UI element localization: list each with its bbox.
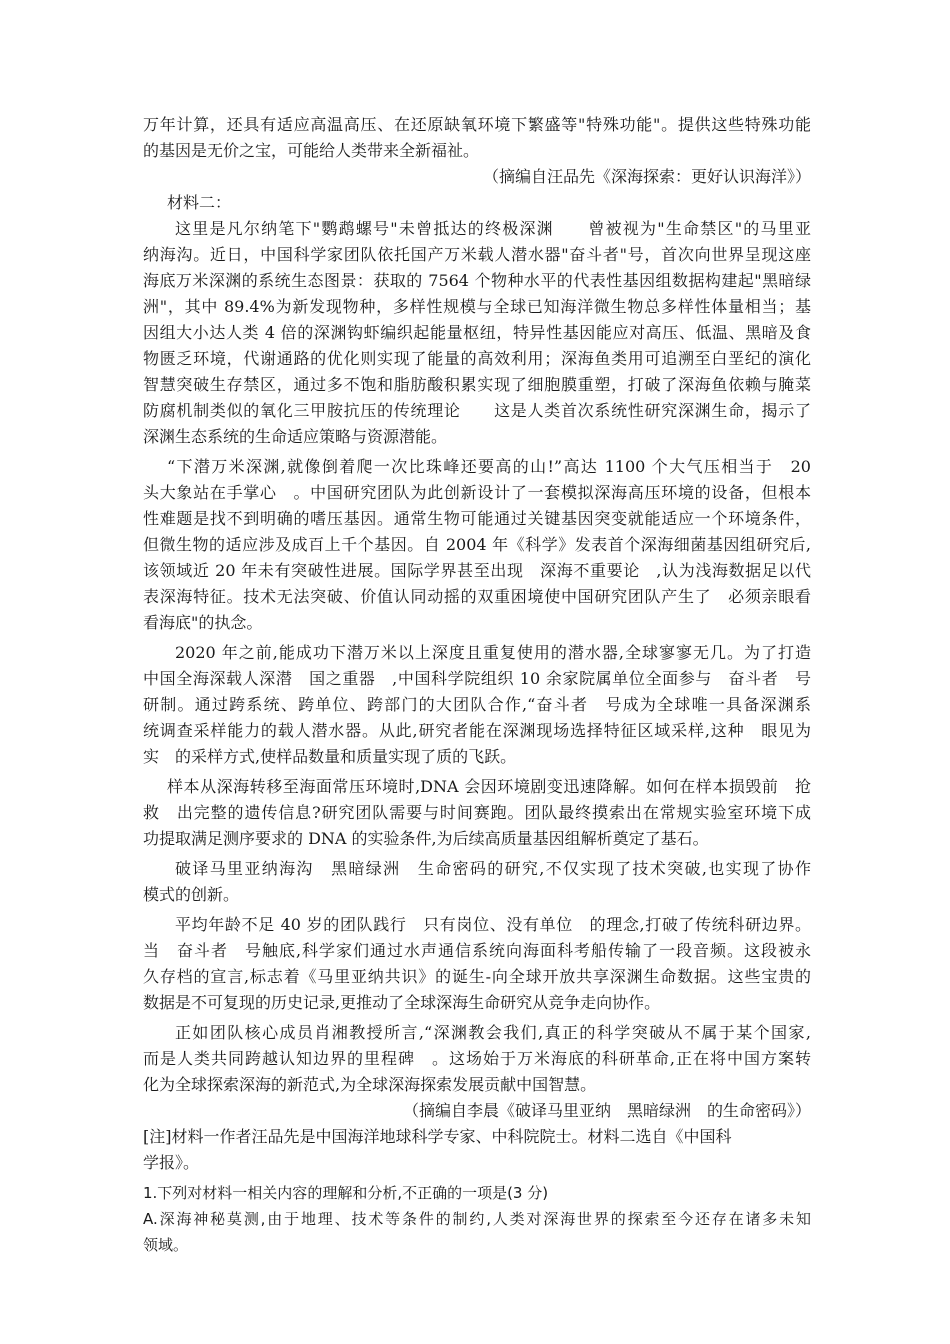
source-citation: （摘编自李晨《破译马里亚纳 黑暗绿洲 的生命密码》） — [402, 1101, 811, 1120]
text-line: “下潜万米深渊,就像倒着爬一次比珠峰还要高的山!”高达 1100 个大气压相当于 20 — [167, 457, 811, 476]
text-line: 数据是不可复现的历史记录,更推动了全球深海生命研究从竞争走向协作。 — [143, 993, 661, 1012]
note-line: [注]材料一作者汪品先是中国海洋地球科学专家、中科院院士。材料二选自《中国科 — [143, 1127, 732, 1146]
text-line: 破译马里亚纳海沟 黑暗绿洲 生命密码的研究,不仅实现了技术突破,也实现了协作 — [175, 859, 811, 878]
section-heading: 材料二： — [167, 193, 232, 212]
option-a-continued: 领域。 — [143, 1236, 189, 1254]
text-line: 头大象站在手掌心 。中国研究团队为此创新设计了一套模拟深海高压环境的设备，但根本 — [143, 483, 811, 502]
paragraph — [143, 640, 811, 770]
text-line: 久存档的宣言,标志着《马里亚纳共识》的诞生-向全球开放共享深渊生命数据。这些宝贵的 — [143, 967, 811, 986]
paragraph — [143, 454, 811, 636]
question-stem: 1.下列对材料一相关内容的理解和分析,不正确的一项是(3 分) — [143, 1184, 549, 1202]
note-line: 学报》。 — [143, 1153, 200, 1172]
paragraph — [143, 856, 811, 908]
text-line: 统调查采样能力的载人潜水器。从此,研究者能在深渊现场选择特征区域采样,这种 眼见为 — [143, 721, 811, 740]
text-line: 物匮乏环境，代谢通路的优化则实现了能量的高效利用；深海鱼类用可追溯至白垩纪的演化 — [143, 349, 811, 368]
paragraph — [143, 216, 811, 450]
text-line: 该领域近 20 年未有突破性进展。国际学界甚至出现 深海不重要论 ,认为浅海数据足以代 — [143, 561, 811, 580]
option-a: A.深海神秘莫测,由于地理、技术等条件的制约,人类对深海世界的探索至今还存在诸多未知 — [143, 1210, 811, 1228]
text-line: 因组大小达人类 4 倍的深渊钩虾编织起能量枢纽，特异性基因能应对高压、低温、黑暗及食 — [143, 323, 811, 342]
document-page — [143, 112, 811, 1258]
text-line: 这里是凡尔纳笔下"鹦鹉螺号"未曾抵达的终极深渊 曾被视为"生命禁区"的马里亚 — [175, 219, 811, 238]
paragraph-intro — [143, 112, 811, 190]
text-line: 深渊生态系统的生命适应策略与资源潜能。 — [143, 427, 448, 446]
text-line: 表深海特征。技术无法突破、价值认同动摇的双重困境使中国研究团队产生了 必须亲眼看 — [143, 587, 811, 606]
text-line: 看海底"的执念。 — [143, 613, 263, 632]
paragraph — [143, 1020, 811, 1124]
text-line: 化为全球探索深海的新范式,为全球深海探索发展贡献中国智慧。 — [143, 1075, 597, 1094]
source-citation: （摘编自汪品先《深海探索：更好认识海洋》） — [482, 167, 811, 186]
text-line: 但微生物的适应涉及成百上千个基因。自 2004 年《科学》发表首个深海细菌基因组研究后, — [143, 535, 811, 554]
text-line: 正如团队核心成员肖湘教授所言,“深渊教会我们,真正的科学突破从不属于某个国家, — [175, 1023, 811, 1042]
text-line: 平均年龄不足 40 岁的团队践行 只有岗位、没有单位 的理念,打破了传统科研边界。 — [175, 915, 811, 934]
text-line: 功提取满足测序要求的 DNA 的实验条件,为后续高质量基因组解析奠定了基石。 — [143, 829, 709, 848]
text-line: 实 的采样方式,使样品数量和质量实现了质的飞跃。 — [143, 747, 517, 766]
text-line: 防腐机制类似的氧化三甲胺抗压的传统理论 这是人类首次系统性研究深渊生命，揭示了 — [143, 401, 811, 420]
text-line: 的基因是无价之宝，可能给人类带来全新福祉。 — [143, 141, 480, 160]
text-line: 2020 年之前,能成功下潜万米以上深度且重复使用的潜水器,全球寥寥无几。为了打造 — [175, 643, 811, 662]
text-line: 中国全海深载人深潜 国之重器 ,中国科学院组织 10 余家院属单位全面参与 奋斗者 号 — [143, 669, 811, 688]
text-line: 海底万米深渊的系统生态图景：获取的 7564 个物种水平的代表性基因组数据构建起"黑暗绿 — [143, 271, 811, 290]
text-line: 救 出完整的遗传信息?研究团队需要与时间赛跑。团队最终摸索出在常规实验室环境下成 — [143, 803, 811, 822]
text-line: 模式的创新。 — [143, 885, 240, 904]
paragraph — [143, 912, 811, 1016]
text-line: 当 奋斗者 号触底,科学家们通过水声通信系统向海面科考船传输了一段音频。这段被永 — [143, 941, 811, 960]
text-line: 智慧突破生存禁区，通过多不饱和脂肪酸积累实现了细胞膜重塑，打破了深海鱼依赖与腌菜 — [143, 375, 811, 394]
note — [143, 1124, 811, 1176]
text-line: 样本从深海转移至海面常压环境时,DNA 会因环境剧变迅速降解。如何在样本损毁前 抢 — [167, 777, 811, 796]
text-line: 而是人类共同跨越认知边界的里程碑 。这场始于万米海底的科研革命,正在将中国方案转 — [143, 1049, 811, 1068]
paragraph — [143, 774, 811, 852]
text-line: 性难题是找不到明确的嗜压基因。通常生物可能通过关键基因突变就能适应一个环境条件， — [143, 509, 811, 528]
text-line: 研制。通过跨系统、跨单位、跨部门的大团队合作,“奋斗者 号成为全球唯一具备深渊系 — [143, 695, 811, 714]
question-1 — [143, 1180, 811, 1258]
text-line: 洲"，其中 89.4%为新发现物种，多样性规模与全球已知海洋微生物总多样性体量相当；基 — [143, 297, 811, 316]
text-line: 纳海沟。近日，中国科学家团队依托国产万米载人潜水器"奋斗者"号，首次向世界呈现这座 — [143, 245, 811, 264]
text-line: 万年计算，还具有适应高温高压、在还原缺氧环境下繁盛等"特殊功能"。提供这些特殊功能 — [143, 115, 811, 134]
